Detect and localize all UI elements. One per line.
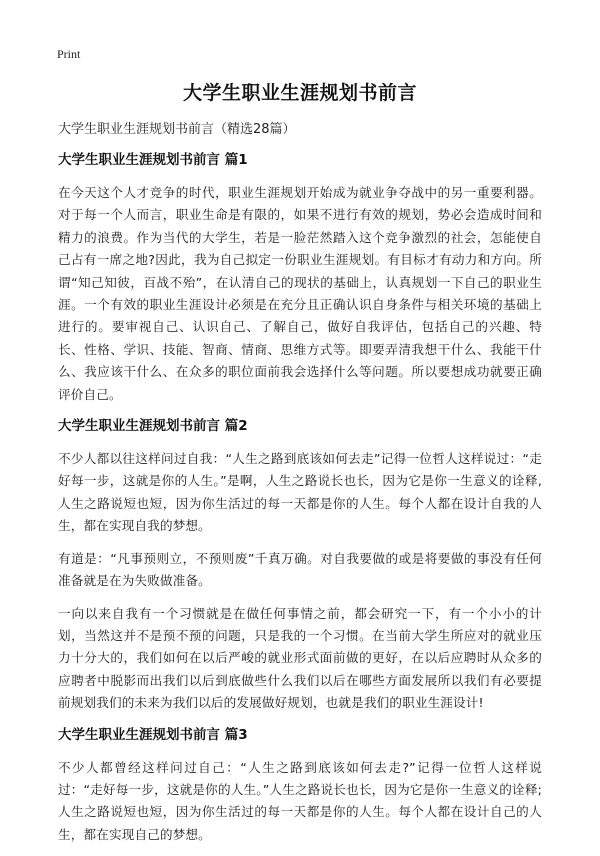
section-title: 大学生职业生涯规划书前言 篇1	[58, 152, 248, 168]
page-title: 大学生职业生涯规划书前言	[182, 82, 417, 104]
section-2	[58, 416, 542, 714]
print-link[interactable]: Print	[57, 47, 81, 61]
section-1	[58, 150, 542, 406]
article-body	[58, 146, 542, 856]
paragraph: 在今天这个人才竞争的时代，职业生涯规划开始成为就业争夺战中的另一重要利器。对于每一个人而言，职业生命是有限的，如果不进行有效的规划，势必会造成时间和精力的浪费。作为当代的大学生，若是一脸茫然踏入这个竞争激烈的社会，怎能使自己占有一席之地?因此，我为自己拟定一份职业生涯规划。有目标才有动力和方向。所谓“知己知彼，百战不殆”，在认清自己的现状的基础上，认真规划一下自己的职业生涯。一个有效的职业生涯设计必须是在充分且正确认识自身条件与相关环境的基础上进行的。要审视自己、认识自己、了解自己，做好自我评估，包括自己的兴趣、特长、性格、学识、技能、智商、情商、思维方式等。即要弄清我想干什么、我能干什么、我应该干什么、在众多的职位面前我会选择什么等问题。所以要想成功就要正确评价自己。	[58, 185, 542, 402]
paragraph: 不少人都曾经这样问过自己：“人生之路到底该如何去走?”记得一位哲人这样说过：“走好每一步，这就是你的人生。”人生之路说长也长，因为它是你一生意义的诠释;人生之路说短也短，因为你生活过的每一天都是你的人生。每个人都在设计自己的人生，都在实现自己的梦想。	[58, 759, 542, 842]
page-subtitle: 大学生职业生涯规划书前言（精选28篇）	[58, 122, 296, 137]
paragraph: 一向以来自我有一个习惯就是在做任何事情之前，都会研究一下，有一个小小的计划，当然这并不是预不预的问题，只是我的一个习惯。在当前大学生所应对的就业压力十分大的，我们如何在以后严峻的就业形式面前做的更好，在以后应聘时从众多的应聘者中脱影而出我们以后到底做些什么我们以后在哪些方面发展所以我们有必要提前规划我们的未来为我们以后的发展做好规划，也就是我们的职业生涯设计!	[58, 605, 542, 711]
paragraph: 有道是：“凡事预则立，不预则废”千真万确。对自我要做的或是将要做的事没有任何准备就是在为失败做准备。	[58, 550, 542, 589]
section-title: 大学生职业生涯规划书前言 篇3	[58, 726, 248, 743]
section-title: 大学生职业生涯规划书前言 篇2	[58, 418, 248, 435]
paragraph: 不少人都以往这样问过自我：“人生之路到底该如何去走”记得一位哲人这样说过：“走好每一步，这就是你的人生。”是啊，人生之路说长也长，因为它是你一生意义的诠释,人生之路说短也短，因为你生活过的每一天都是你的人生。每个人都在设计自我的人生，都在实现自我的梦想。	[58, 451, 542, 534]
